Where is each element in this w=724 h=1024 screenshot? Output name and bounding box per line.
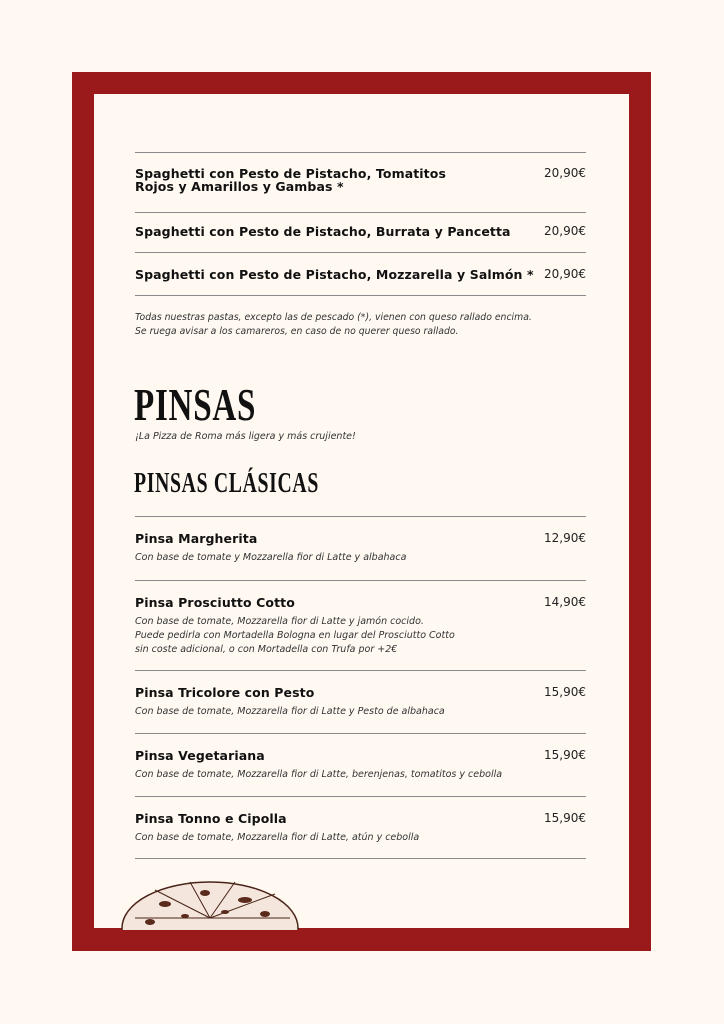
menu-page xyxy=(94,94,629,928)
menu-item-name: Spaghetti con Pesto de Pistacho, Mozzarella y Salmón * xyxy=(135,267,534,282)
section-subtitle: ¡La Pizza de Roma más ligera y más crujiente! xyxy=(135,431,356,442)
section-title: PINSAS xyxy=(134,379,257,430)
divider xyxy=(135,796,586,797)
subsection-title: PINSAS CLÁSICAS xyxy=(134,467,320,499)
menu-item-price: 20,90€ xyxy=(544,166,586,180)
menu-item-price: 15,90€ xyxy=(544,748,586,762)
menu-item-name: Spaghetti con Pesto de Pistacho, Burrata y Pancetta xyxy=(135,224,511,239)
menu-item-description: Con base de tomate, Mozzarella fior di Latte, berenjenas, tomatitos y cebolla xyxy=(135,769,503,780)
divider xyxy=(135,580,586,581)
menu-item-description: Con base de tomate, Mozzarella fior di Latte y Pesto de albahaca xyxy=(135,706,445,717)
pasta-note: Todas nuestras pastas, excepto las de pescado (*), vienen con queso rallado encima. Se ruega avisar a los camareros, en caso de no querer queso rallado. xyxy=(135,312,532,337)
divider xyxy=(135,670,586,671)
menu-item-name: Pinsa Margherita xyxy=(135,531,258,546)
divider xyxy=(135,733,586,734)
divider xyxy=(135,295,586,296)
menu-item-price: 14,90€ xyxy=(544,595,586,609)
divider xyxy=(135,858,586,859)
menu-item-description: Con base de tomate, Mozzarella fior di Latte y jamón cocido. Puede pedirla con Mortadella Bologna en lugar del Prosciutto Cotto sin coste adicional, o con Mortadella con Trufa por +2€ xyxy=(135,616,455,655)
divider xyxy=(135,516,586,517)
pizza-illustration xyxy=(115,878,305,930)
menu-item-price: 15,90€ xyxy=(544,811,586,825)
menu-item-name: Pinsa Tonno e Cipolla xyxy=(135,811,287,826)
menu-item-name: Pinsa Vegetariana xyxy=(135,748,265,763)
divider xyxy=(135,152,586,153)
menu-item-price: 12,90€ xyxy=(544,531,586,545)
menu-item-name: Spaghetti con Pesto de Pistacho, Tomatitos Rojos y Amarillos y Gambas * xyxy=(135,166,446,194)
menu-item-price: 20,90€ xyxy=(544,267,586,281)
menu-item-name: Pinsa Tricolore con Pesto xyxy=(135,685,315,700)
divider xyxy=(135,252,586,253)
divider xyxy=(135,212,586,213)
menu-item-name: Pinsa Prosciutto Cotto xyxy=(135,595,295,610)
menu-item-description: Con base de tomate, Mozzarella fior di Latte, atún y cebolla xyxy=(135,832,420,843)
menu-item-price: 20,90€ xyxy=(544,224,586,238)
menu-item-price: 15,90€ xyxy=(544,685,586,699)
menu-item-description: Con base de tomate y Mozzarella fior di Latte y albahaca xyxy=(135,552,407,563)
